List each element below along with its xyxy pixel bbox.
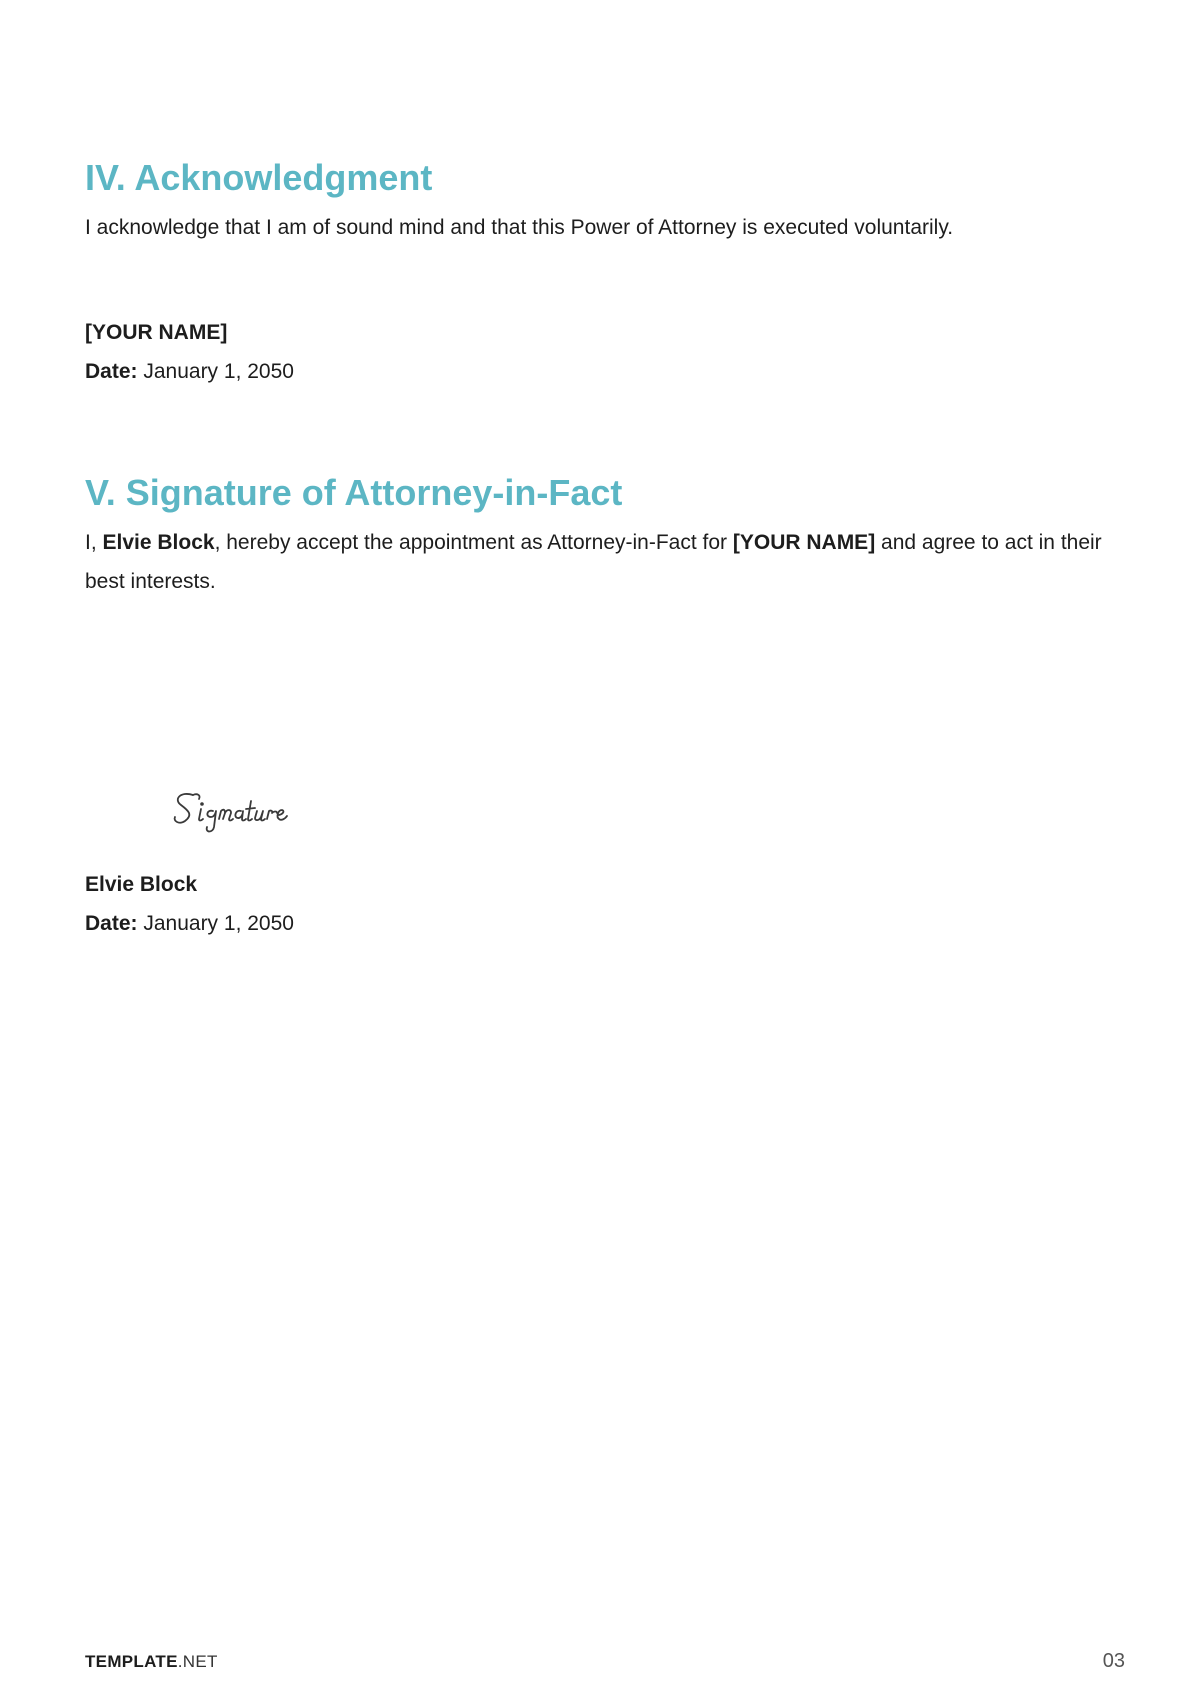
date-value: January 1, 2050 xyxy=(137,912,294,935)
page-number: 03 xyxy=(1102,1650,1125,1672)
attorney-signature-block xyxy=(85,865,1125,943)
attorney-name: Elvie Block xyxy=(85,873,198,896)
acceptance-text-prefix: I, xyxy=(85,531,103,554)
section-heading-acknowledgment: IV. Acknowledgment xyxy=(85,157,433,198)
principal-name: [YOUR NAME] xyxy=(85,321,228,344)
attorney-signature-image xyxy=(171,783,1125,843)
brand-name-strong: TEMPLATE xyxy=(85,1652,178,1671)
acknowledgment-paragraph: I acknowledge that I am of sound mind and that this Power of Attorney is executed voluntarily. xyxy=(85,216,954,239)
section-heading-attorney-signature: V. Signature of Attorney-in-Fact xyxy=(85,472,623,513)
acceptance-text-suffix: and agree to act in their best interests. xyxy=(85,531,1102,593)
principal-date-line xyxy=(85,352,1125,391)
attorney-acceptance-paragraph xyxy=(85,523,1125,601)
attorney-date-line xyxy=(85,904,1125,943)
date-label: Date: xyxy=(85,912,138,935)
principal-signature-block xyxy=(85,313,1125,391)
attorney-name-inline: Elvie Block xyxy=(102,531,215,554)
footer-brand-logo xyxy=(85,1652,218,1672)
brand-name-light: .NET xyxy=(177,1652,218,1671)
handwritten-signature xyxy=(171,783,311,843)
acceptance-text-middle: , hereby accept the appointment as Attorney-in-Fact for xyxy=(214,531,733,554)
page-content xyxy=(85,150,1125,943)
date-label: Date: xyxy=(85,360,138,383)
principal-name-inline: [YOUR NAME] xyxy=(732,531,876,554)
date-value: January 1, 2050 xyxy=(137,360,294,383)
